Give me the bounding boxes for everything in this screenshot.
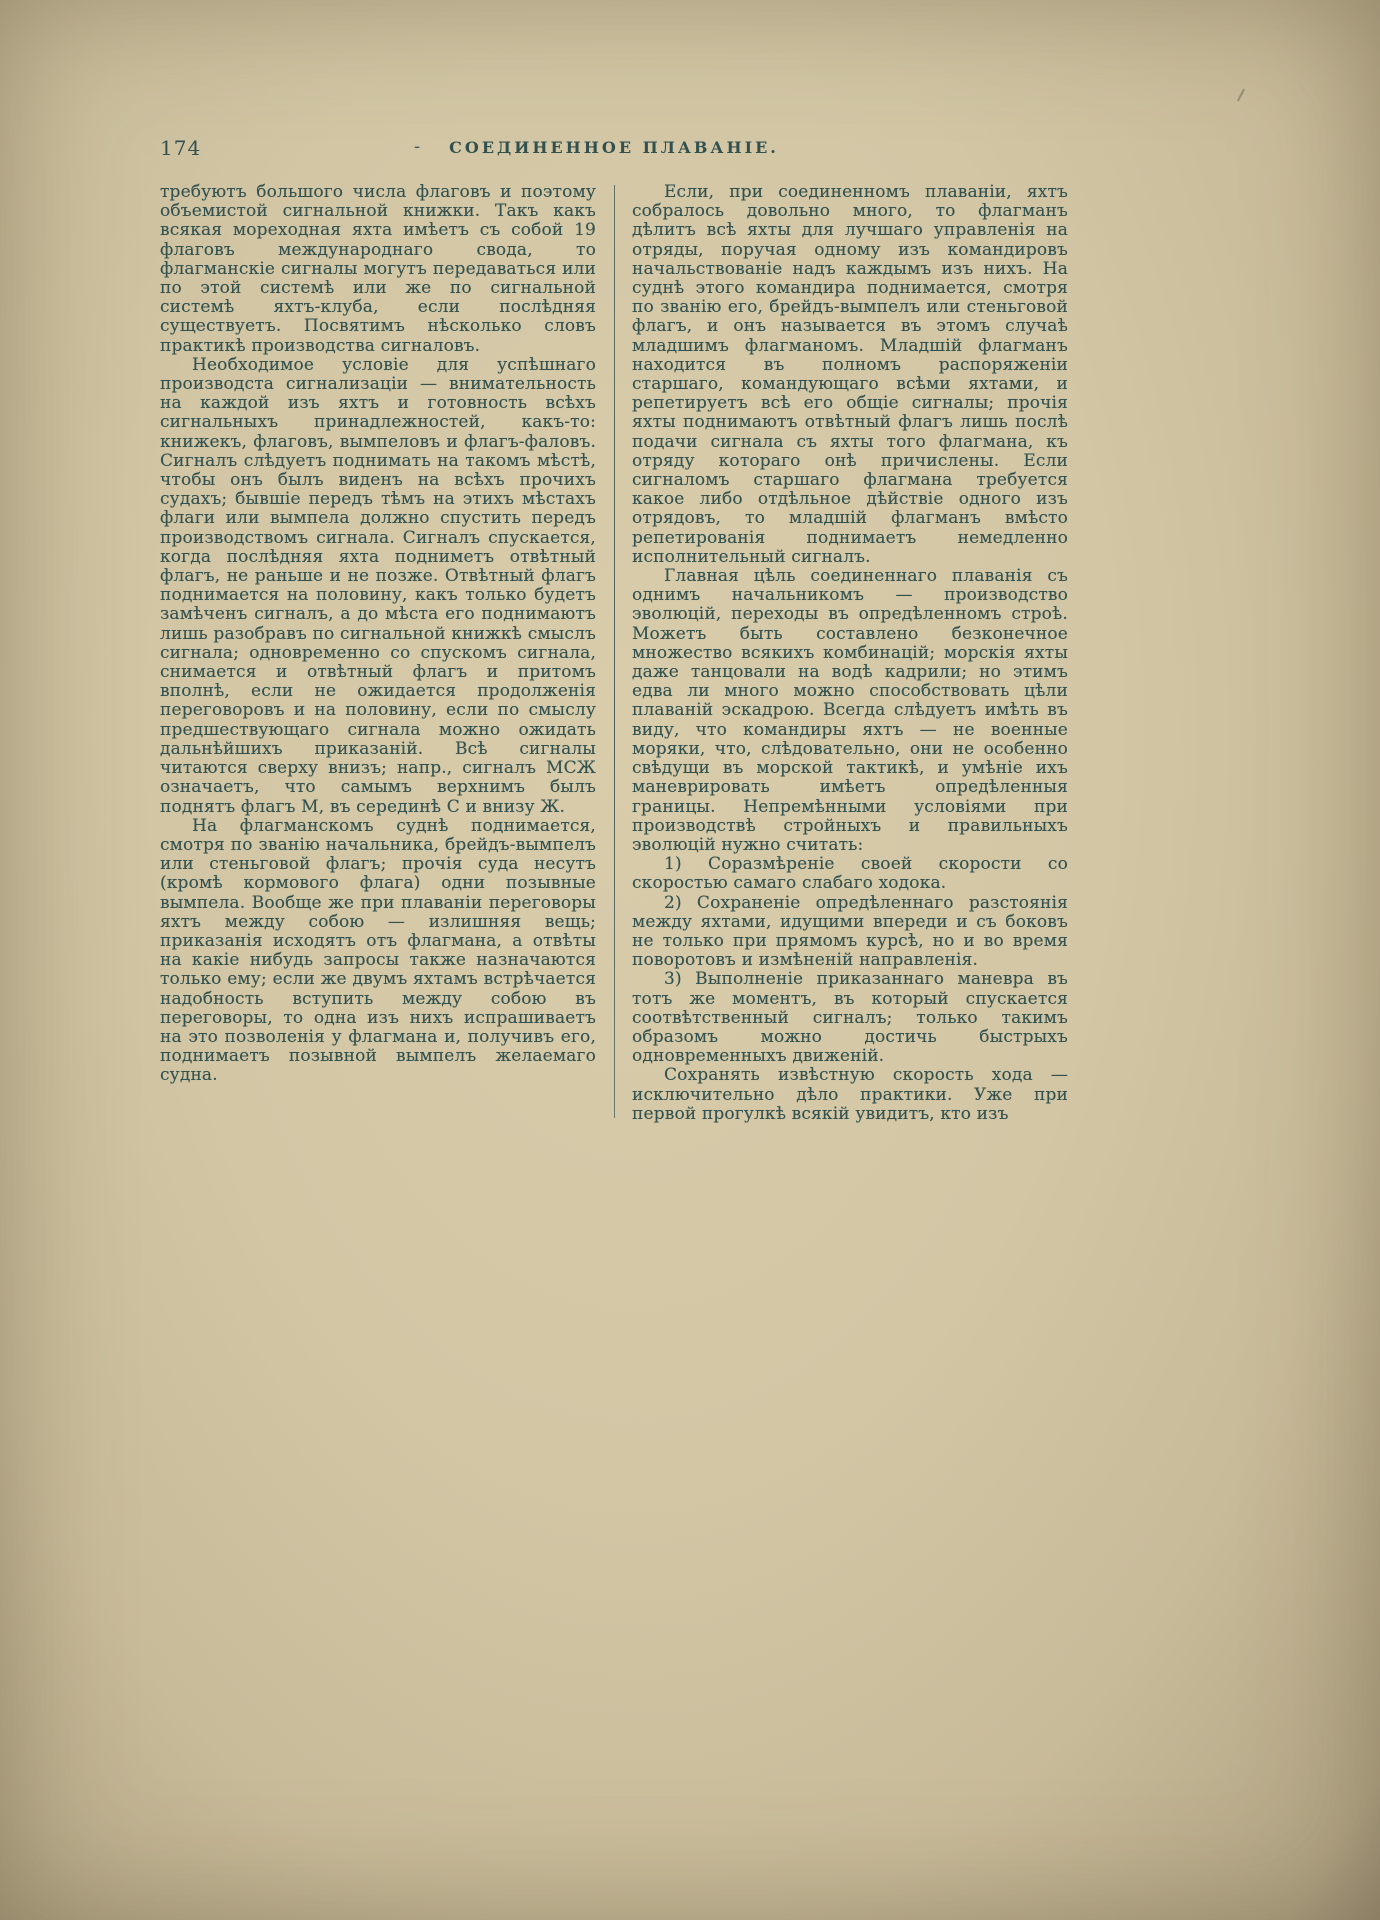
running-head [160, 136, 1068, 162]
header-dash: - [414, 136, 421, 157]
paragraph: Необходимое условіе для успѣшнаго производста сигнализаціи — внимательность на каждой изъ яхтъ и готовность всѣхъ сигнальныхъ принадлежностей, какъ-то: книжекъ, флаговъ, вымпеловъ и флагъ-фаловъ. Сигналъ слѣдуетъ поднимать на такомъ мѣстѣ, чтобы онъ былъ виденъ на всѣхъ прочихъ судахъ; бывшіе передъ тѣмъ на этихъ мѣстахъ флаги или вымпела должно спустить передъ производствомъ сигнала. Сигналъ спускается, когда послѣдняя яхта подниметъ отвѣтный флагъ, не раньше и не позже. Отвѣтный флагъ поднимается на половину, какъ только будетъ замѣченъ сигналъ, а до мѣста его поднимаютъ лишь разобравъ по сигнальной книжкѣ смыслъ сигнала; одновременно со спускомъ сигнала, снимается и отвѣтный флагъ и притомъ вполнѣ, если не ожидается продолженія переговоровъ и на половину, если по смыслу предшествующаго сигнала можно ожидать дальнѣйшихъ приказаній. Всѣ сигналы читаются сверху внизъ; напр., сигналъ МСЖ означаетъ, что самымъ верхнимъ былъ поднятъ флагъ М, въ серединѣ С и внизу Ж. [160, 354, 596, 817]
paragraph: Если, при соединенномъ плаваніи, яхтъ собралось довольно много, то флагманъ дѣлитъ всѣ яхты для лучшаго управленія на отряды, поручая одному изъ командировъ начальствованіе надъ каждымъ изъ нихъ. На суднѣ этого командира поднимается, смотря по званію его, брейдъ-вымпелъ или стеньговой флагъ, и онъ называется въ этомъ случаѣ младшимъ флагманомъ. Младшій флагманъ находится въ полномъ распоряженіи старшаго, командующаго всѣми яхтами, и репетируетъ всѣ его общіе сигналы; прочія яхты поднимаютъ отвѣтный флагъ лишь послѣ подачи сигнала съ яхты того флагмана, къ отряду котораго онѣ причислены. Если сигналомъ старшаго флагмана требуется какое либо отдѣльное дѣйствіе одного изъ отрядовъ, то младшій флагманъ вмѣсто репетированія поднимаетъ немедленно исполнительный сигналъ. [632, 182, 1068, 567]
paragraph: 3) Выполненіе приказаннаго маневра въ тотъ же моментъ, въ который спускается соотвѣтственный сигналъ; только такимъ образомъ можно достичь быстрыхъ одновременныхъ движеній. [632, 969, 1068, 1067]
right-column [632, 183, 1068, 1124]
running-title: СОЕДИНЕННОЕ ПЛАВАНІЕ. [449, 138, 779, 157]
paragraph: 1) Соразмѣреніе своей скорости со скоростью самаго слабаго ходока. [632, 854, 1068, 894]
paragraph: На флагманскомъ суднѣ поднимается, смотря по званію начальника, брейдъ-вымпелъ или стеньговой флагъ; прочія суда несутъ (кромѣ кормового флага) одни позывные вымпела. Вообще же при плаваніи переговоры яхтъ между собою — излишняя вещь; приказанія исходятъ отъ флагмана, а отвѣты на какіе нибудь запросы также назначаются только ему; если же двумъ яхтамъ встрѣчается надобность вступить между собою въ переговоры, то одна изъ нихъ испрашиваетъ на это позволенія у флагмана и, получивъ его, поднимаетъ позывной вымпелъ желаемаго судна. [160, 815, 596, 1086]
scan-artifact [1237, 88, 1245, 101]
paragraph: Главная цѣль соединеннаго плаванія съ однимъ начальникомъ — производство эволюцій, переходы въ опредѣленномъ строѣ. Можетъ быть составлено безконечное множество всякихъ комбинацій; морскія яхты даже танцовали на водѣ кадрили; но этимъ едва ли много можно способствовать цѣли плаваній эскадрою. Всегда слѣдуетъ имѣть въ виду, что командиры яхтъ — не военные моряки, что, слѣдовательно, они не особенно свѣдущи въ морской тактикѣ, и умѣніе ихъ маневрировать имѣетъ опредѣленныя границы. Непремѣнными условіями при производствѣ стройныхъ и правильныхъ эволюцій нужно считать: [632, 566, 1068, 855]
text-block [160, 183, 1068, 1124]
column-divider-rule [614, 185, 615, 1118]
page-number: 174 [160, 136, 202, 160]
paragraph: Сохранять извѣстную скорость хода — исключительно дѣло практики. Уже при первой прогулкѣ всякій увидитъ, кто изъ [632, 1065, 1068, 1124]
left-column [160, 183, 596, 1124]
paragraph: требуютъ большого числа флаговъ и поэтому объемистой сигнальной книжки. Такъ какъ всякая мореходная яхта имѣетъ съ собой 19 флаговъ международнаго свода, то флагманскіе сигналы могутъ передаваться или по этой системѣ или же по сигнальной системѣ яхтъ-клуба, если послѣдняя существуетъ. Посвятимъ нѣсколько словъ практикѣ производства сигналовъ. [160, 182, 596, 356]
paragraph: 2) Сохраненіе опредѣленнаго разстоянія между яхтами, идущими впереди и съ боковъ не только при прямомъ курсѣ, но и во время поворотовъ и измѣненій направленія. [632, 892, 1068, 971]
